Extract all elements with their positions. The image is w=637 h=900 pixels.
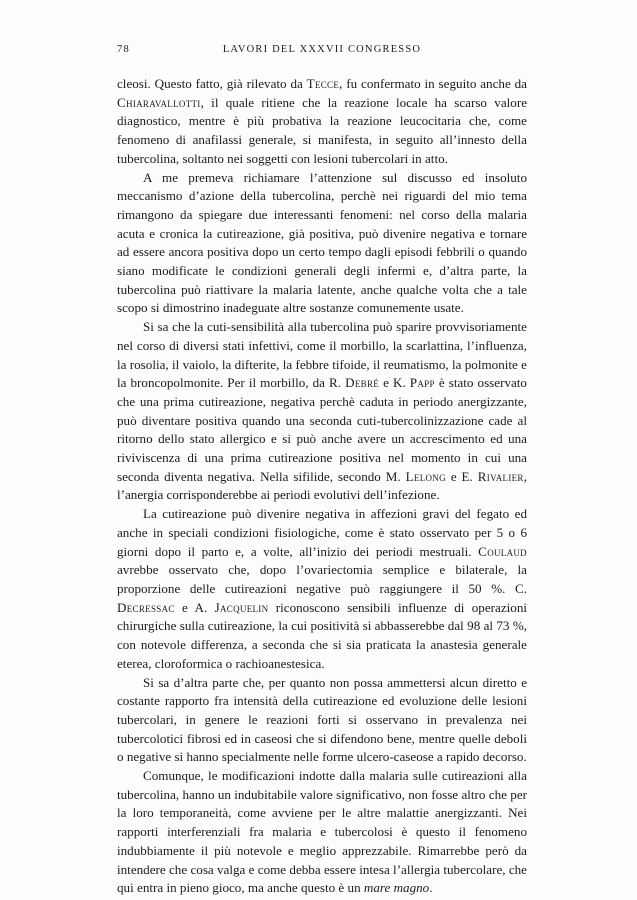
text-run: , fu confermato in seguito anche da	[339, 76, 527, 91]
author-name: Lelong	[405, 468, 446, 484]
text-run: A me premeva richiamare l’attenzione sul discusso ed insoluto meccanismo d’azione della tubercolina, perchè nei riguardi del mio tema rimangono da spiegare due interessanti fenomeni: nel corso della malaria acuta e cronica la cutireazione, già positiva, può divenire negativa e tornare ad essere ancora positiva dopo un certo tempo dagli episodi febbrili o quando siano modificate le condizioni generali degli infermi e, d’altra parte, la tubercolina può riattivare la malaria latente, anche qualche volta che a tale scopo si dimostrino inadeguate altre sostanze comunemente usate.	[117, 169, 527, 316]
text-run: e A.	[174, 599, 215, 615]
author-name: Coulaud	[478, 543, 527, 559]
text-run: cleosi. Questo fatto, già rilevato da	[117, 76, 307, 91]
author-name: Decressac	[117, 599, 175, 615]
paragraph	[117, 318, 527, 505]
text-run: .	[429, 880, 433, 896]
text-run: Si sa d’altra parte che, per quanto non possa ammettersi alcun diretto e costante rapporto fra intensità della cutireazione ed evoluzione delle lesioni tubercolari, in genere le reazioni forti si osservano in prevalenza nei tubercolotici fibrosi ed in caseosi che si difendono bene, mentre quelle deboli o negative si hanno specialmente nelle forme ulcero-caseose a rapido decorso.	[117, 674, 527, 765]
paragraph	[117, 767, 527, 898]
body-text	[117, 75, 527, 898]
paragraph	[117, 505, 527, 673]
paragraph	[117, 75, 527, 169]
author-name: Tecce	[306, 76, 340, 91]
text-run: riconoscono sensibili influenze di operazioni chirurgiche sulla cutireazione, la cui positività si abbasserebbe dal 98 al 73 %, con notevole differenza, a seconda che si sia praticata la anastesia generale eterea, cloroformica o rachioanestesica.	[117, 599, 528, 671]
paragraph	[117, 169, 527, 319]
text-run: Comunque, le modificazioni indotte dalla malaria sulle cutireazioni alla tubercolina, hanno un indubitabile valore significativo, non fosse altro che per la loro temporaneità, come avviene per le altre malattie anergizzanti. Nei rapporti interferenziali fra malaria e tubercolosi è questo il fenomeno indubbiamente il più notevole e meglio apprezzabile. Rimarrebbe però da intendere che cosa valga e come debba essere intesa l’allergia tubercolare, che qui entra in pieno gioco, ma anche questo è un	[117, 768, 527, 896]
author-name: Jacquelin	[214, 599, 269, 615]
text-run: e K.	[379, 375, 410, 391]
author-name: Papp	[409, 375, 435, 391]
text-run: avrebbe osservato che, dopo l’ovariectomia semplice e bilaterale, la proporzione delle cutireazioni negative può raggiungere il 50 %. C.	[117, 562, 527, 596]
author-name: Rivalier	[477, 468, 524, 484]
page-number: 78	[117, 44, 130, 55]
author-name: Debré	[345, 375, 380, 391]
text-run: è stato osservato che una prima cutireazione, negativa perchè caduta in periodo anergizzante, può diventare positiva quando una seconda cuti-tubercolinizzazione cade al ritorno dello stato allergico e si può anche avere un accrescimento ed una riviviscenza di una prima cutireazione positiva nel momento in cui una seconda diventa negativa. Nella sifilide, secondo M.	[117, 375, 527, 484]
running-title: LAVORI DEL XXXVII CONGRESSO	[222, 44, 422, 55]
text-run: e E.	[445, 468, 478, 484]
page-header	[117, 44, 527, 60]
author-name: Chiaravallotti	[117, 94, 201, 110]
paragraph	[117, 674, 527, 768]
text-run: , l’anergia corrisponderebbe ai periodi evolutivi dell’infezione.	[117, 468, 528, 503]
text-run: , il quale ritiene che la reazione locale ha scarso valore diagnostico, mentre è più probativa la reazione leucocitaria che, come fenomeno di anafilassi generale, si manifesta, in seguito all’innesto della tubercolina, soltanto nei soggetti con lesioni tubercolari in atto.	[117, 94, 527, 166]
text-run: La cutireazione può divenire negativa in affezioni gravi del fegato ed anche in speciali condizioni fisiologiche, come è stato osservato per 5 o 6 giorni dopo il parto e, a volte, all’inizio dei periodi mestruali.	[117, 506, 527, 559]
text-run: Si sa che la cuti-sensibilità alla tubercolina può sparire provvisoriamente nel corso di diversi stati infettivi, come il morbillo, la scarlattina, l’influenza, la rosolia, il vaiolo, la difterite, la febbre tifoide, il reumatismo, la polmonite e la broncopolmonite. Per il morbillo, da R.	[117, 319, 527, 391]
italic-phrase: mare magno	[363, 880, 430, 896]
